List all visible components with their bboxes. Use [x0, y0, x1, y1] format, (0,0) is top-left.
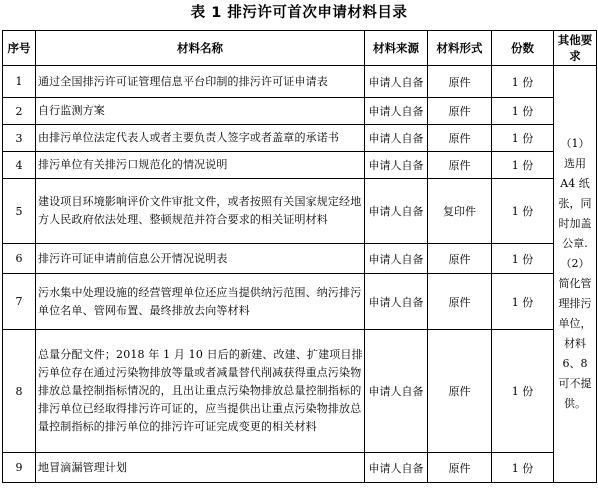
other-requirement-2: （2）简化管理排污单位，材料 6、8 可不提供。 [558, 257, 592, 410]
header-other: 其他要求 [554, 31, 597, 66]
row-no: 9 [3, 453, 36, 483]
row-name: 总量分配文件；2018 年 1 月 10 日后的新建、改建、扩建项目排污单位存在通过污染物排放等量或者减量替代削减获得重点污染物排放总量控制指标情况的，且出让重点污染物排放总量控制指标的排污单位已经取得排污许可证的，应当提供出让重点污染物排放总量控制指标的排污单位的排污许可证完成变更的相关材料 [36, 330, 365, 453]
row-form: 原件 [428, 125, 492, 152]
row-form: 原件 [428, 453, 492, 483]
row-name: 排污单位有关排污口规范化的情况说明 [36, 152, 365, 179]
row-name: 建设项目环境影响评价文件审批文件，或者按照有关国家规定经地方人民政府依法处理、整顿规范并符合要求的相关证明材料 [36, 179, 365, 244]
row-copies: 1 份 [492, 453, 554, 483]
row-copies: 1 份 [492, 274, 554, 330]
row-form: 原件 [428, 244, 492, 274]
row-source: 申请人自备 [365, 179, 428, 244]
header-no: 序号 [3, 31, 36, 66]
table-row [3, 66, 597, 98]
table-row [3, 179, 597, 244]
row-form: 原件 [428, 66, 492, 98]
row-copies: 1 份 [492, 330, 554, 453]
table-title: 表 1 排污许可首次申请材料目录 [190, 5, 408, 21]
row-form: 原件 [428, 98, 492, 125]
table-row [3, 274, 597, 330]
row-name: 污水集中处理设施的经营管理单位还应当提供纳污范围、纳污排污单位名单、管网布置、最终排放去向等材料 [36, 274, 365, 330]
table-row [3, 330, 597, 453]
row-copies: 1 份 [492, 66, 554, 98]
row-name: 排污许可证申请前信息公开情况说明表 [36, 244, 365, 274]
table-row [3, 453, 597, 483]
row-source: 申请人自备 [365, 125, 428, 152]
row-form: 复印件 [428, 179, 492, 244]
row-copies: 1 份 [492, 125, 554, 152]
row-no: 2 [3, 98, 36, 125]
row-source: 申请人自备 [365, 453, 428, 483]
table-row [3, 244, 597, 274]
row-name: 由排污单位法定代表人或者主要负责人签字或者盖章的承诺书 [36, 125, 365, 152]
row-no: 1 [3, 66, 36, 98]
header-form: 材料形式 [428, 31, 492, 66]
materials-table [2, 30, 597, 483]
row-form: 原件 [428, 274, 492, 330]
row-copies: 1 份 [492, 152, 554, 179]
other-requirement-1: （1）选用 A4 纸张，同时加盖公章. [558, 137, 592, 250]
header-name: 材料名称 [36, 31, 365, 66]
row-copies: 1 份 [492, 179, 554, 244]
header-row [3, 31, 597, 66]
row-name: 地冒滴漏管理计划 [36, 453, 365, 483]
row-source: 申请人自备 [365, 152, 428, 179]
table-row [3, 125, 597, 152]
row-source: 申请人自备 [365, 244, 428, 274]
table-row [3, 152, 597, 179]
header-copies: 份数 [492, 31, 554, 66]
row-source: 申请人自备 [365, 98, 428, 125]
row-no: 3 [3, 125, 36, 152]
row-form: 原件 [428, 152, 492, 179]
row-form: 原件 [428, 330, 492, 453]
row-copies: 1 份 [492, 244, 554, 274]
row-source: 申请人自备 [365, 66, 428, 98]
row-no: 4 [3, 152, 36, 179]
header-source: 材料来源 [365, 31, 428, 66]
row-source: 申请人自备 [365, 330, 428, 453]
row-no: 7 [3, 274, 36, 330]
row-no: 5 [3, 179, 36, 244]
other-requirements [554, 66, 597, 483]
row-name: 自行监测方案 [36, 98, 365, 125]
row-copies: 1 份 [492, 98, 554, 125]
table-row [3, 98, 597, 125]
row-source: 申请人自备 [365, 274, 428, 330]
row-name: 通过全国排污许可证管理信息平台印制的排污许可证申请表 [36, 66, 365, 98]
row-no: 8 [3, 330, 36, 453]
row-no: 6 [3, 244, 36, 274]
